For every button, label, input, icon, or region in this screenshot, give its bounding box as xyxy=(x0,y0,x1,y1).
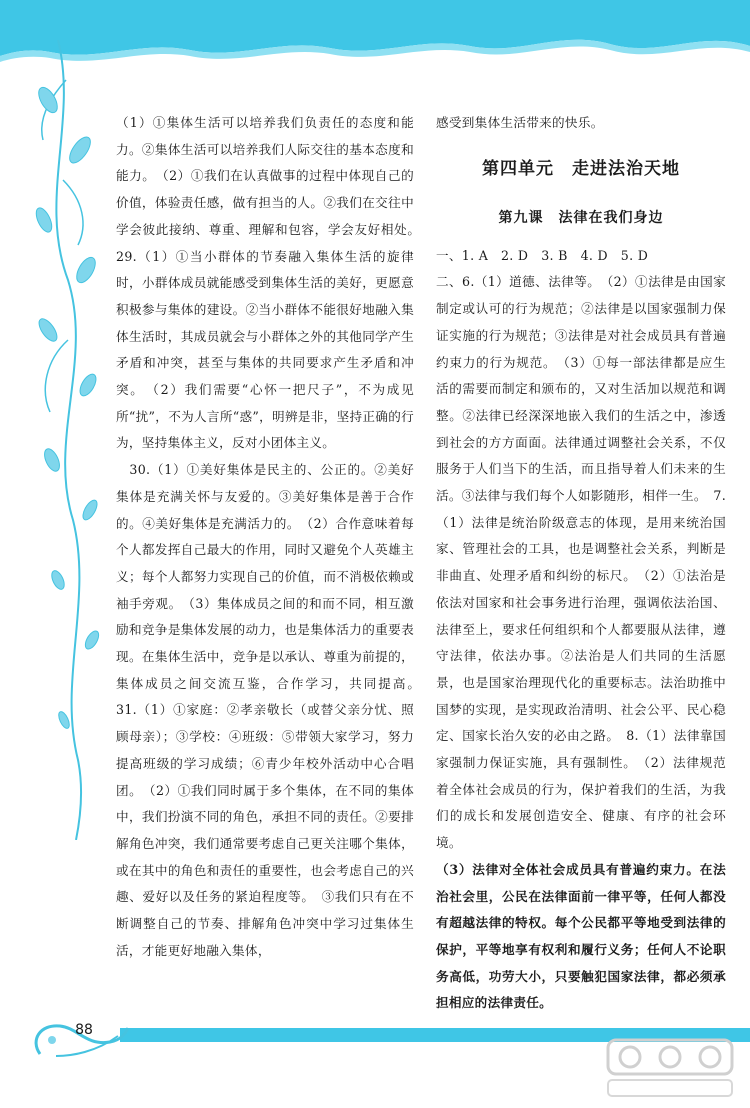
answer-paragraph: 二、6.（1）道德、法律等。 （2）①法律是由国家制定或认可的行为规范；②法律是以国家强制力保证实施的行为规范；③法律是对社会成员具有普遍约束力的行为规范。 （3）①每一部法律都是应生活的需要而制定和颁布的，又对生活加以规范和调整。②法律已经深深地嵌入我们的生活之中，渗透到社会的方方面面。法律通过调整社会关系，不仅服务于人们当下的生活，而且指导着人们未来的生活。③法律与我们每个人如影随形，相伴一生。 7.（1）法律是统治阶级意志的体现，是用来统治国家、管理社会的工具，也是调整社会关系，判断是非曲直、处理矛盾和纠纷的标尺。 （2）①法治是依法对国家和社会事务进行治理，强调依法治国、法律至上，要求任何组织和个人都要服从法律，遵守法律，依法办事。②法治是人们共同的生活愿景，也是国家治理现代化的重要标志。法治助推中国梦的实现，是实现政治清明、社会公平、民心稳定、国家长治久安的必由之路。 8.（1）法律靠国家强制力保证实施，具有强制性。 （2）法律规范着全体社会成员的行为，保护着我们的生活，为我们的成长和发展创造安全、健康、有序的社会环境。 xyxy=(436,274,726,851)
watermark-logo-icon xyxy=(600,1034,740,1104)
answer-paragraph: 30.（1）①美好集体是民主的、公正的。②美好集体是充满关怀与友爱的。③美好集体是善于合作的。④美好集体是充满活力的。 （2）合作意味着每个人都发挥自己最大的作用，同时又避免个人英雄主义；每个人都努力实现自己的价值，而不消极依赖或袖手旁观。 （3）集体成员之间的和而不同，相互激励和竞争是集体发展的动力，也是集体活力的重要表现。在集体生活中，竞争是以承认、尊重为前提的，集体成员之间交流互鉴，合作学习，共同提高。 31.（1）①家庭：②孝亲敬长（或替父亲分忧、照顾母亲）；③学校：④班级：⑤带领大家学习，努力提高班级的学习成绩；⑥青少年校外活动中心合唱团。 （2）①我们同时属于多个集体，在不同的集体中，我们扮演不同的角色，承担不同的责任。②要排解角色冲突，我们通常要考虑自己更关注哪个集体，或在其中的角色和责任的重要性，也会考虑自己的兴趣、爱好以及任务的紧迫程度等。 ③我们只有在不断调整自己的节奏、排解角色冲突中学习过集体生活，才能更好地融入集体， xyxy=(116,462,427,958)
intro-line: 感受到集体生活带来的快乐。 xyxy=(436,115,604,130)
choice-answers: 一、1. A 2. D 3. B 4. D 5. D xyxy=(436,247,649,263)
unit-title: 第四单元 走进法治天地 xyxy=(482,158,680,179)
page-number: 88 xyxy=(75,1022,93,1038)
left-column xyxy=(116,110,427,965)
lesson-title: 第九课 法律在我们身边 xyxy=(498,209,664,226)
right-column xyxy=(436,110,726,1017)
answer-paragraph: （1）①集体生活可以培养我们负责任的态度和能力。②集体生活可以培养我们人际交往的基本态度和能力。 （2）①我们在认真做事的过程中体现自己的价值，体验责任感，做有担当的人。②我们在交往中学会彼此接纳、尊重、理解和包容，学会友好相处。 29.（1）①当小群体的节奏融入集体生活的旋律时，小群体成员就能感受到集体生活的美好，更愿意积极参与集体的建设。②当小群体不能很好地融入集体生活时，其成员就会与小群体之外的其他同学产生矛盾和冲突，甚至与集体的共同要求产生矛盾和冲突。 （2）我们需要“心怀一把尺子”，不为成见所“扰”，不为人言所“惑”，明辨是非，坚持正确的行为，坚持集体主义，反对小团体主义。 xyxy=(116,115,427,451)
vine-decoration-icon xyxy=(18,40,108,840)
top-wave-band xyxy=(0,0,750,70)
answer-paragraph: （3）法律对全体社会成员具有普遍约束力。在法治社会里，公民在法律面前一律平等，任何人都没有超越法律的特权。每个公民都平等地受到法律的保护，平等地享有权利和履行义务；任何人不论职务高低，功劳大小，只要触犯国家法律，都必须承担相应的法律责任。 xyxy=(436,861,726,1011)
